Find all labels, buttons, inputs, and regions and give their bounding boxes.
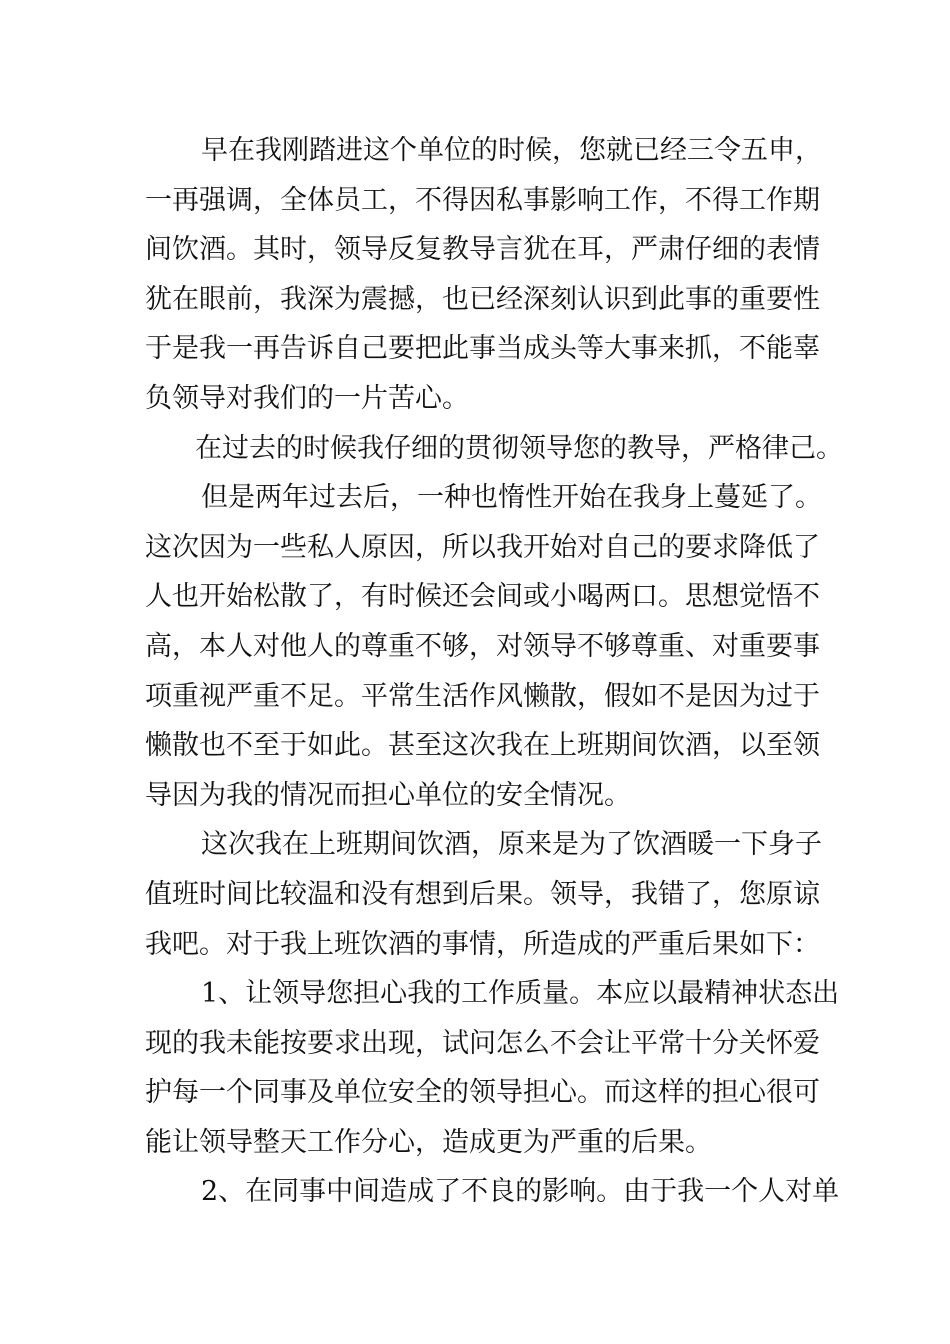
text-line: 护每一个同事及单位安全的领导担心。而这样的担心很可 — [145, 1077, 820, 1109]
text-line: 1、让领导您担心我的工作质量。本应以最精神状态出 — [201, 978, 840, 1010]
document-body — [145, 126, 843, 1217]
text-line: 这次因为一些私人原因，所以我开始对自己的要求降低了 — [145, 531, 820, 563]
text-line: 能让领导整天工作分心，造成更为严重的后果。 — [145, 1126, 712, 1158]
text-line: 高，本人对他人的尊重不够，对领导不够尊重、对重要事 — [145, 630, 820, 662]
text-line: 导因为我的情况而担心单位的安全情况。 — [145, 779, 631, 811]
text-line: 懒散也不至于如此。甚至这次我在上班期间饮酒，以至领 — [145, 730, 820, 762]
text-line: 间饮酒。其时，领导反复教导言犹在耳，严肃仔细的表情 — [145, 234, 820, 266]
text-line: 但是两年过去后，一种也惰性开始在我身上蔓延了。 — [201, 482, 822, 514]
text-line: 早在我刚踏进这个单位的时候，您就已经三令五申， — [201, 135, 822, 166]
text-line: 2、在同事中间造成了不良的影响。由于我一个人对单 — [201, 1176, 840, 1208]
text-line: 这次我在上班期间饮酒，原来是为了饮酒暖一下身子 — [201, 829, 822, 861]
text-line: 于是我一再告诉自己要把此事当成头等大事来抓，不能辜 — [145, 333, 820, 365]
text-line: 一再强调，全体员工，不得因私事影响工作，不得工作期 — [145, 184, 820, 216]
text-line: 人也开始松散了，有时候还会间或小喝两口。思想觉悟不 — [145, 581, 820, 613]
text-line: 我吧。对于我上班饮酒的事情，所造成的严重后果如下： — [145, 928, 820, 960]
text-line: 值班时间比较温和没有想到后果。领导，我错了，您原谅 — [145, 878, 820, 910]
text-line: 犹在眼前，我深为震撼，也已经深刻认识到此事的重要性 — [145, 283, 820, 315]
text-line: 负领导对我们的一片苦心。 — [145, 382, 469, 414]
text-line: 项重视严重不足。平常生活作风懒散，假如不是因为过于 — [145, 680, 820, 712]
text-line: 在过去的时候我仔细的贯彻领导您的教导，严格律己。 — [195, 432, 843, 464]
text-line: 现的我未能按要求出现，试问怎么不会让平常十分关怀爱 — [145, 1027, 820, 1059]
